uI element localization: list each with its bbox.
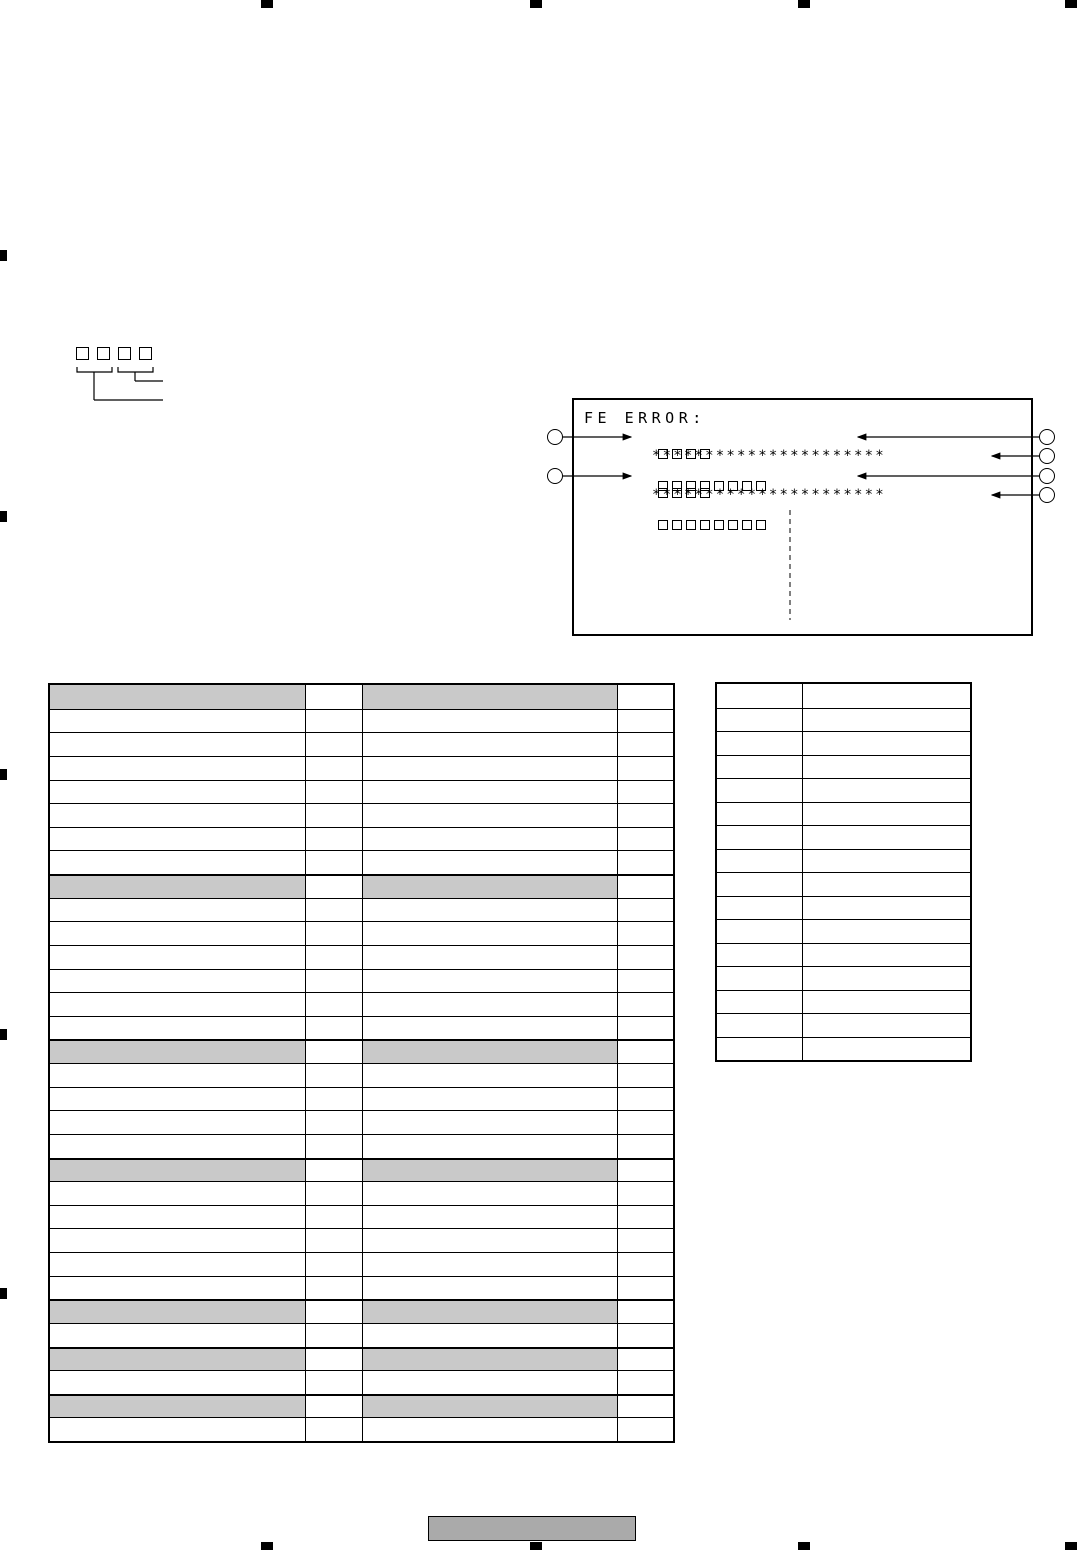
table-cell <box>717 803 802 826</box>
table-section-header <box>50 685 673 709</box>
registration-mark <box>0 769 7 780</box>
table-cell <box>617 828 673 851</box>
table-cell <box>50 1229 305 1252</box>
table-cell <box>617 1324 673 1347</box>
table-cell <box>305 828 362 851</box>
table-cell <box>802 944 970 967</box>
table-cell <box>362 899 617 922</box>
table-cell <box>717 732 802 755</box>
table-cell <box>617 1182 673 1205</box>
table-row <box>50 1181 673 1205</box>
table-cell <box>305 1277 362 1300</box>
table-row <box>717 1037 970 1061</box>
table-cell <box>362 685 617 709</box>
table-cell <box>50 1135 305 1158</box>
table-cell <box>50 804 305 827</box>
table-cell <box>362 757 617 780</box>
table-row <box>50 1417 673 1441</box>
table-cell <box>305 1349 362 1371</box>
table-cell <box>617 1206 673 1229</box>
table-cell <box>362 1418 617 1441</box>
table-cell <box>617 876 673 898</box>
table-cell <box>50 946 305 969</box>
table-cell <box>50 1371 305 1394</box>
table-row <box>50 945 673 969</box>
table-cell <box>717 967 802 990</box>
table-row <box>50 1110 673 1134</box>
table-row <box>50 1370 673 1394</box>
table-row <box>717 872 970 896</box>
table-cell <box>362 1111 617 1134</box>
table-cell <box>305 1253 362 1276</box>
table-row <box>717 943 970 967</box>
table-cell <box>305 1301 362 1323</box>
table-cell <box>617 1111 673 1134</box>
table-cell <box>305 1324 362 1347</box>
table-cell <box>717 826 802 849</box>
table-cell <box>305 733 362 756</box>
table-row <box>50 1323 673 1347</box>
table-cell <box>50 993 305 1016</box>
table-cell <box>617 1301 673 1323</box>
table-cell <box>717 991 802 1014</box>
table-cell <box>50 1324 305 1347</box>
table-cell <box>305 757 362 780</box>
table-cell <box>802 709 970 732</box>
table-cell <box>617 1277 673 1300</box>
table-cell <box>305 899 362 922</box>
table-row <box>50 827 673 851</box>
table-row <box>50 850 673 874</box>
table-row <box>50 1252 673 1276</box>
table-cell <box>362 733 617 756</box>
table-cell <box>802 803 970 826</box>
table-cell <box>362 1182 617 1205</box>
table-cell <box>362 1371 617 1394</box>
table-cell <box>617 757 673 780</box>
table-cell <box>50 1206 305 1229</box>
table-cell <box>717 920 802 943</box>
registration-mark <box>0 1029 7 1040</box>
table-cell <box>717 1014 802 1037</box>
table-cell <box>362 1041 617 1063</box>
table-cell <box>305 1111 362 1134</box>
table-cell <box>617 804 673 827</box>
table-cell <box>617 946 673 969</box>
table-cell <box>717 897 802 920</box>
table-cell <box>50 685 305 709</box>
table-row <box>50 780 673 804</box>
table-row <box>50 1063 673 1087</box>
table-cell <box>617 922 673 945</box>
table-cell <box>305 946 362 969</box>
table-row <box>50 969 673 993</box>
table-cell <box>305 922 362 945</box>
table-cell <box>305 1088 362 1111</box>
table-cell <box>802 826 970 849</box>
table-section-header <box>50 1158 673 1182</box>
table-cell <box>362 710 617 733</box>
table-row <box>50 756 673 780</box>
table-cell <box>305 993 362 1016</box>
table-cell <box>617 899 673 922</box>
table-cell <box>305 1418 362 1441</box>
table-cell <box>50 1349 305 1371</box>
table-cell <box>305 804 362 827</box>
table-row <box>717 825 970 849</box>
table-cell <box>362 1088 617 1111</box>
table-row <box>717 1013 970 1037</box>
table-cell <box>50 757 305 780</box>
table-row <box>50 1276 673 1300</box>
registration-mark <box>0 1288 7 1299</box>
table-cell <box>617 1253 673 1276</box>
table-row <box>50 803 673 827</box>
table-cell <box>50 922 305 945</box>
table-cell <box>305 1064 362 1087</box>
table-row <box>717 731 970 755</box>
table-cell <box>305 970 362 993</box>
table-cell <box>305 1160 362 1182</box>
table-cell <box>362 1349 617 1371</box>
table-row <box>50 732 673 756</box>
table-cell <box>617 1418 673 1441</box>
table-cell <box>305 1041 362 1063</box>
table-cell <box>362 828 617 851</box>
registration-mark <box>261 1542 273 1550</box>
registration-mark <box>1065 1542 1077 1550</box>
table-cell <box>362 1301 617 1323</box>
table-cell <box>305 1371 362 1394</box>
side-table <box>715 682 972 1062</box>
table-cell <box>362 876 617 898</box>
table-cell <box>802 920 970 943</box>
table-cell <box>50 1418 305 1441</box>
table-row <box>717 966 970 990</box>
table-cell <box>50 1017 305 1040</box>
table-cell <box>50 781 305 804</box>
table-cell <box>50 1088 305 1111</box>
table-cell <box>362 1324 617 1347</box>
table-cell <box>617 733 673 756</box>
table-cell <box>717 756 802 779</box>
table-cell <box>362 851 617 874</box>
table-cell <box>617 970 673 993</box>
table-cell <box>50 1396 305 1418</box>
table-row <box>717 896 970 920</box>
table-cell <box>617 1396 673 1418</box>
table-cell <box>617 1229 673 1252</box>
table-row <box>717 755 970 779</box>
table-row <box>50 709 673 733</box>
table-cell <box>617 1088 673 1111</box>
table-cell <box>362 1396 617 1418</box>
table-cell <box>617 1135 673 1158</box>
table-cell <box>50 899 305 922</box>
table-cell <box>717 1038 802 1061</box>
table-cell <box>362 1277 617 1300</box>
table-cell <box>717 944 802 967</box>
table-cell <box>617 1160 673 1182</box>
table-cell <box>802 850 970 873</box>
table-cell <box>617 710 673 733</box>
table-row <box>50 1205 673 1229</box>
table-row <box>50 992 673 1016</box>
table-cell <box>617 1064 673 1087</box>
table-cell <box>617 781 673 804</box>
table-cell <box>802 684 970 708</box>
table-cell <box>802 991 970 1014</box>
table-cell <box>50 1301 305 1323</box>
table-cell <box>617 851 673 874</box>
table-cell <box>305 1135 362 1158</box>
table-cell <box>362 922 617 945</box>
table-cell <box>362 1160 617 1182</box>
table-cell <box>305 851 362 874</box>
table-row <box>717 849 970 873</box>
table-cell <box>305 1396 362 1418</box>
table-cell <box>617 993 673 1016</box>
table-cell <box>717 850 802 873</box>
table-cell <box>717 873 802 896</box>
table-row <box>717 778 970 802</box>
callout-arrows <box>0 0 1077 640</box>
table-cell <box>50 1041 305 1063</box>
main-table <box>48 683 675 1443</box>
star-line-1: ********************** <box>652 448 886 464</box>
star-line-2: ********************** <box>652 487 886 503</box>
table-cell <box>362 1017 617 1040</box>
table-cell <box>50 710 305 733</box>
table-cell <box>802 732 970 755</box>
table-cell <box>305 781 362 804</box>
table-cell <box>362 804 617 827</box>
table-section-header <box>50 874 673 898</box>
table-cell <box>50 733 305 756</box>
table-cell <box>50 1182 305 1205</box>
table-cell <box>802 873 970 896</box>
table-cell <box>802 967 970 990</box>
table-row <box>717 684 970 708</box>
table-section-header <box>50 1347 673 1371</box>
registration-mark <box>530 1542 542 1550</box>
table-cell <box>802 1038 970 1061</box>
table-cell <box>617 1349 673 1371</box>
table-row <box>717 919 970 943</box>
table-cell <box>617 1017 673 1040</box>
table-cell <box>802 897 970 920</box>
table-cell <box>305 1206 362 1229</box>
table-cell <box>362 1229 617 1252</box>
table-cell <box>362 1253 617 1276</box>
table-cell <box>617 685 673 709</box>
table-row <box>717 802 970 826</box>
table-cell <box>50 828 305 851</box>
table-cell <box>305 1229 362 1252</box>
table-row <box>717 708 970 732</box>
table-cell <box>362 1206 617 1229</box>
table-cell <box>305 1182 362 1205</box>
table-row <box>50 898 673 922</box>
table-cell <box>50 1160 305 1182</box>
table-section-header <box>50 1299 673 1323</box>
table-cell <box>50 1064 305 1087</box>
table-cell <box>717 709 802 732</box>
table-section-header <box>50 1039 673 1063</box>
registration-mark <box>798 1542 810 1550</box>
table-cell <box>362 1064 617 1087</box>
table-cell <box>50 970 305 993</box>
table-cell <box>802 1014 970 1037</box>
table-cell <box>362 970 617 993</box>
table-cell <box>717 779 802 802</box>
table-cell <box>617 1371 673 1394</box>
table-section-header <box>50 1394 673 1418</box>
table-cell <box>362 781 617 804</box>
table-row <box>50 1016 673 1040</box>
table-cell <box>50 1253 305 1276</box>
table-cell <box>802 756 970 779</box>
table-row <box>50 1228 673 1252</box>
table-cell <box>362 1135 617 1158</box>
table-cell <box>802 779 970 802</box>
table-cell <box>305 710 362 733</box>
page-number-box <box>428 1516 636 1541</box>
table-cell <box>305 1017 362 1040</box>
table-cell <box>717 684 802 708</box>
table-cell <box>50 876 305 898</box>
table-cell <box>362 946 617 969</box>
table-cell <box>305 876 362 898</box>
table-row <box>717 990 970 1014</box>
table-row <box>50 1087 673 1111</box>
table-cell <box>50 1277 305 1300</box>
table-cell <box>305 685 362 709</box>
fe-error-title: FE ERROR: <box>584 409 706 427</box>
table-cell <box>362 993 617 1016</box>
table-cell <box>617 1041 673 1063</box>
table-cell <box>50 1111 305 1134</box>
table-cell <box>50 851 305 874</box>
table-row <box>50 1134 673 1158</box>
table-row <box>50 921 673 945</box>
